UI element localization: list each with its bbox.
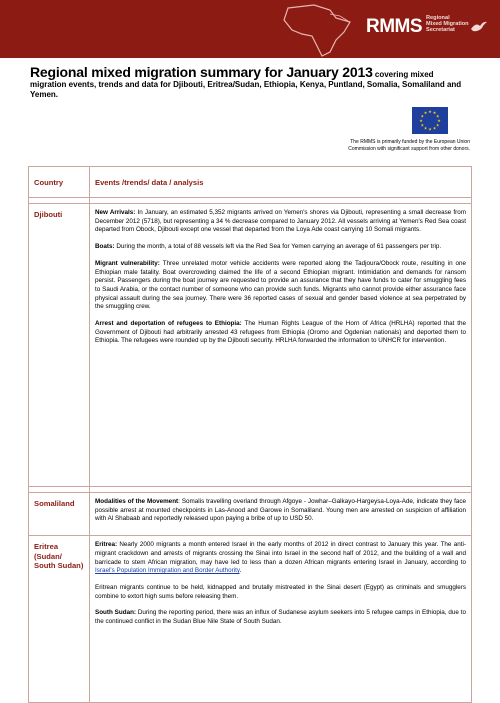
country-eritrea: Eritrea (Sudan/ South Sudan) — [29, 536, 90, 703]
israel-population-authority-link[interactable]: Israel's Population Immigration and Border Authority — [95, 567, 240, 575]
country-djibouti: Djibouti — [29, 204, 90, 487]
svg-text:★: ★ — [428, 109, 432, 114]
rmms-logo-subtitle: Regional Mixed Migration Secretariat — [426, 15, 469, 33]
dove-icon — [470, 20, 488, 34]
paragraph-eritrea: Eritrea: Nearly 2000 migrants a month entered Israel in the early months of 2012 in direct contrast to January this year. The anti-migrant crackdown and arrests of migrants crossing the Sinai into Israel in the second half of 2012, and the building of a wall and barricade to stem African migration, may have led to less than a dozen African migrants entering Israel in January, according to Israel's Population Immigration and Border Authority. — [95, 541, 466, 575]
svg-text:★: ★ — [419, 117, 423, 123]
svg-text:★: ★ — [423, 110, 428, 116]
country-somaliland: Somaliland — [29, 493, 90, 536]
paragraph-sinai: Eritrean migrants continue to be held, kidnapped and brutally mistreated in the Sinai desert (Egypt) as criminals and smugglers combine to extort high sums before releasing them. — [95, 583, 466, 600]
table-row-eritrea — [29, 536, 472, 703]
funding-note: The RMMS is primarily funded by the European Union Commission with significant support from other donors. — [348, 139, 470, 152]
summary-table — [28, 166, 472, 703]
paragraph-migrant-vulnerability: Migrant vulnerability: Three unrelated motor vehicle accidents were reported along the Tadjoura/Obock route, resulting in one Ethiopian male fatality. Boat overcrowding claimed the life of a second Ethiopian migrant. Intimidation and demands for ransom persist. Passengers during the boat journey are requested to provide an assurance that they have funds to cater for smuggling fees to Saudi Arabia, or the contact number of someone who can provide such funds. Migrants who cannot provide either assurance face physical assault during the sea journey. There were 36 reported cases of sexual and gender based violence at sea perpetrated by the smuggling crew. — [95, 259, 466, 311]
page-title: Regional mixed migration summary for January 2013 covering mixed migration events, trends and data for Djibouti, Eritrea/Sudan, Ethiopia, Kenya, Puntland, Somalia, Somaliland and Yemen. — [30, 64, 462, 99]
header-banner — [0, 0, 500, 58]
svg-text:★: ★ — [432, 110, 437, 116]
svg-text:★: ★ — [432, 125, 437, 131]
paragraph-boats: Boats: During the month, a total of 88 vessels left via the Red Sea for Yemen carrying an average of 61 passengers per trip. — [95, 243, 442, 251]
events-djibouti — [90, 204, 472, 487]
svg-text:★: ★ — [435, 113, 440, 119]
paragraph-new-arrivals: New Arrivals: In January, an estimated 5,352 migrants arrived on Yemen's shores via Djibouti, representing a small decrease from December 2012 (5718), but representing a 34 % decrease compared to January 2012. All vessels arriving at Yemen's Red Sea coast departed from Obock, Djibouti except one vessel that departed from the Loya Ade coast carrying 10 Somali migrants. — [95, 209, 466, 234]
table-row-djibouti — [29, 204, 472, 487]
paragraph-modalities: Modalities of the Movement: Somalis travelling overland through Afgoye - Jowhar–Galkayo-Hargeysa-Loya-Ade, indicate they face possible arrest at mounted checkpoints in Las-Anood and Garowe in Somaliland. Young men are arrested on suspicion of affiliation with Al Shabaab and reportedly released upon paying a bribe of up to USD 50. — [95, 498, 466, 523]
svg-text:★: ★ — [420, 113, 425, 119]
svg-text:★: ★ — [437, 117, 441, 123]
column-header-country: Country — [29, 167, 90, 198]
paragraph-arrest-deportation: Arrest and deportation of refugees to Ethiopia: The Human Rights League of the Horn of Africa (HRLHA) reported that the Government of Djibouti had arbitrarily arrested 43 refugees from Ethiopia (Oromo and Ogdenian nationals) and deported them to Ethiopia. The refugees were rounded up by the Djibouti security. HRLHA forwarded the information to UNHCR for intervention. — [95, 320, 466, 345]
svg-text:★: ★ — [420, 122, 425, 128]
table-row-somaliland — [29, 493, 472, 536]
paragraph-south-sudan: South Sudan: During the reporting period, there was an influx of Sudanese asylum seekers into 5 refugee camps in Ethiopia, due to the continued conflict in the Sudan Blue Nile State of South Sudan. — [95, 609, 466, 626]
column-header-events: Events /trends/ data / analysis — [90, 167, 472, 198]
svg-text:★: ★ — [435, 122, 440, 128]
events-somaliland — [90, 493, 472, 536]
events-eritrea — [90, 536, 472, 703]
svg-text:★: ★ — [428, 126, 432, 132]
rmms-logo: RMMS — [366, 16, 423, 37]
eu-flag-icon — [412, 107, 448, 134]
table-header-row — [29, 167, 472, 198]
africa-map-icon — [270, 2, 370, 58]
svg-text:★: ★ — [423, 125, 428, 131]
